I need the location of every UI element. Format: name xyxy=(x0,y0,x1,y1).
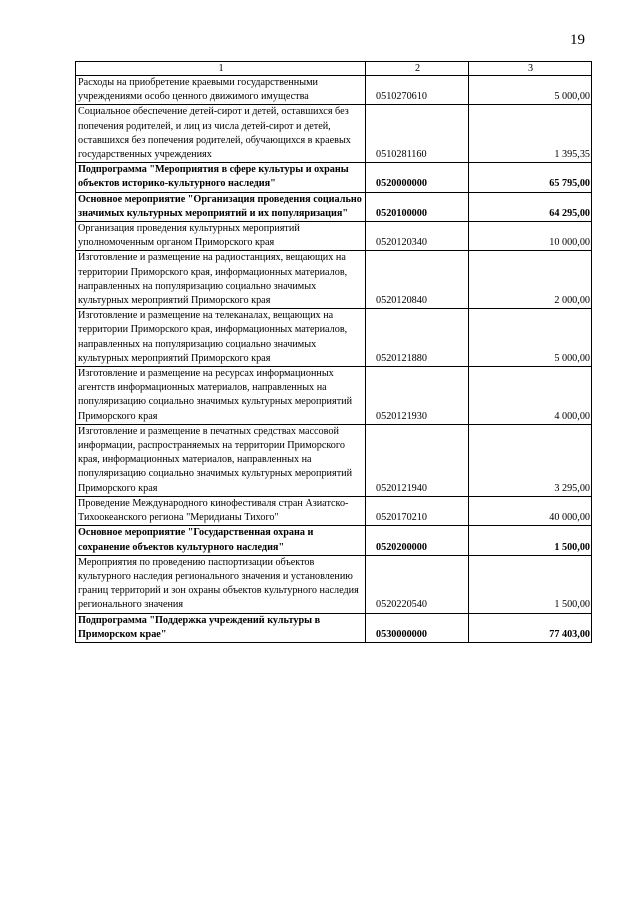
row-amount-cell: 3 295,00 xyxy=(469,424,592,496)
table-row xyxy=(76,251,592,309)
row-name-cell: Изготовление и размещение на ресурсах информационных агентств информационных материалов, направленных на популяризацию социально значимых культурных мероприятий Приморского края xyxy=(76,367,366,425)
row-code-cell: 0520120840 xyxy=(366,251,469,309)
row-amount-cell: 1 395,35 xyxy=(469,105,592,163)
row-code-cell: 0510281160 xyxy=(366,105,469,163)
row-code-cell: 0510270610 xyxy=(366,76,469,105)
row-amount-cell: 1 500,00 xyxy=(469,555,592,613)
table-row xyxy=(76,526,592,555)
table-header-row xyxy=(76,62,592,76)
table-row xyxy=(76,222,592,251)
row-name-cell: Мероприятия по проведению паспортизации объектов культурного наследия регионального значения и установлению границ территорий и зон охраны объектов культурного наследия регионального значения xyxy=(76,555,366,613)
table-row xyxy=(76,309,592,367)
row-amount-cell: 5 000,00 xyxy=(469,309,592,367)
table-row xyxy=(76,555,592,613)
row-code-cell: 0530000000 xyxy=(366,613,469,642)
table-row xyxy=(76,367,592,425)
row-amount-cell: 64 295,00 xyxy=(469,192,592,221)
budget-table xyxy=(75,61,592,643)
table-row xyxy=(76,76,592,105)
row-name-cell: Социальное обеспечение детей-сирот и детей, оставшихся без попечения родителей, и лиц из числа детей-сирот и детей, оставшихся без попечения родителей, обучающихся в краевых государственных учреждениях xyxy=(76,105,366,163)
page-number: 19 xyxy=(570,32,585,48)
row-name-cell: Подпрограмма "Мероприятия в сфере культуры и охраны объектов историко-культурного наследия" xyxy=(76,163,366,192)
row-amount-cell: 2 000,00 xyxy=(469,251,592,309)
row-amount-cell: 1 500,00 xyxy=(469,526,592,555)
table-row xyxy=(76,105,592,163)
row-amount-cell: 10 000,00 xyxy=(469,222,592,251)
row-amount-cell: 65 795,00 xyxy=(469,163,592,192)
row-name-cell: Изготовление и размещение на телеканалах, вещающих на территории Приморского края, информационных материалов, направленных на популяризацию социально значимых культурных мероприятий Приморского края xyxy=(76,309,366,367)
row-code-cell: 0520121930 xyxy=(366,367,469,425)
row-amount-cell: 40 000,00 xyxy=(469,496,592,525)
row-amount-cell: 4 000,00 xyxy=(469,367,592,425)
row-code-cell: 0520000000 xyxy=(366,163,469,192)
row-code-cell: 0520170210 xyxy=(366,496,469,525)
row-code-cell: 0520200000 xyxy=(366,526,469,555)
row-name-cell: Изготовление и размещение на радиостанциях, вещающих на территории Приморского края, информационных материалов, направленных на популяризацию социально значимых культурных мероприятий Приморского края xyxy=(76,251,366,309)
row-name-cell: Основное мероприятие "Организация проведения социально значимых культурных мероприятий и их популяризация" xyxy=(76,192,366,221)
row-code-cell: 0520220540 xyxy=(366,555,469,613)
table-row xyxy=(76,613,592,642)
table-row xyxy=(76,424,592,496)
row-code-cell: 0520121880 xyxy=(366,309,469,367)
row-code-cell: 0520121940 xyxy=(366,424,469,496)
column-header-code: 2 xyxy=(366,62,469,76)
table-row xyxy=(76,192,592,221)
column-header-name: 1 xyxy=(76,62,366,76)
row-name-cell: Подпрограмма "Поддержка учреждений культуры в Приморском крае" xyxy=(76,613,366,642)
column-header-amount: 3 xyxy=(469,62,592,76)
row-name-cell: Проведение Международного кинофестиваля стран Азиатско-Тихоокеанского региона "Меридианы Тихого" xyxy=(76,496,366,525)
table-row xyxy=(76,163,592,192)
row-name-cell: Основное мероприятие "Государственная охрана и сохранение объектов культурного наследия" xyxy=(76,526,366,555)
row-code-cell: 0520100000 xyxy=(366,192,469,221)
row-amount-cell: 77 403,00 xyxy=(469,613,592,642)
row-name-cell: Расходы на приобретение краевыми государственными учреждениями особо ценного движимого имущества xyxy=(76,76,366,105)
row-name-cell: Изготовление и размещение в печатных средствах массовой информации, распространяемых на территории Приморского края, информационных материалов, направленных на популяризацию социально значимых культурных мероприятий Приморского края xyxy=(76,424,366,496)
row-name-cell: Организация проведения культурных мероприятий уполномоченным органом Приморского края xyxy=(76,222,366,251)
row-amount-cell: 5 000,00 xyxy=(469,76,592,105)
table-row xyxy=(76,496,592,525)
row-code-cell: 0520120340 xyxy=(366,222,469,251)
